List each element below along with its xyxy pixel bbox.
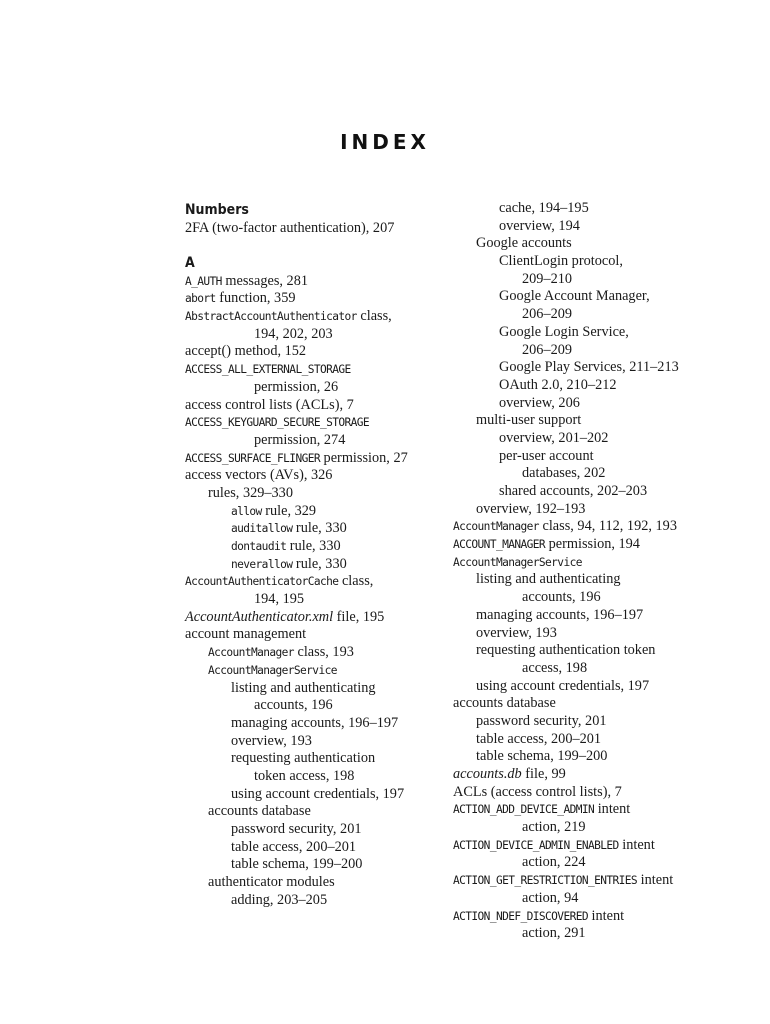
code-term: A_AUTH — [185, 274, 222, 288]
entry-text: managing accounts, 196–197 — [476, 606, 644, 623]
entry-text: permission, 194 — [545, 536, 640, 553]
code-term: ACCESS_ALL_EXTERNAL_STORAGE — [185, 363, 351, 377]
index-entry — [185, 220, 450, 238]
index-entry — [453, 253, 753, 271]
entry-text: databases, 202 — [522, 465, 606, 482]
index-entry — [453, 642, 753, 660]
index-entry — [453, 713, 753, 731]
entry-text: 206–209 — [522, 306, 573, 323]
entry-text: 2FA (two-factor authentication), 207 — [185, 220, 395, 236]
code-term: AccountManager — [453, 520, 539, 534]
index-entry — [185, 750, 450, 768]
index-entry — [185, 520, 450, 538]
entry-text: password security, 201 — [476, 712, 607, 729]
index-entry — [185, 326, 450, 344]
index-entry — [453, 801, 753, 819]
entry-text: 194, 195 — [254, 591, 305, 608]
entry-text: access vectors (AVs), 326 — [185, 467, 333, 484]
entry-text: accounts database — [208, 803, 311, 820]
index-entry — [185, 680, 450, 698]
entry-text: class, — [356, 308, 392, 325]
entry-text: table access, 200–201 — [231, 838, 357, 855]
index-entry — [453, 359, 753, 377]
entry-text: overview, 192–193 — [476, 500, 586, 517]
index-entry — [453, 854, 753, 872]
index-entry — [185, 839, 450, 857]
index-entry — [185, 715, 450, 733]
index-entry — [185, 503, 450, 521]
index-entry — [453, 731, 753, 749]
entry-text: rule, 330 — [292, 555, 347, 572]
entry-text: table schema, 199–200 — [231, 856, 363, 873]
index-entry — [453, 678, 753, 696]
index-entry — [453, 748, 753, 766]
index-entry — [453, 235, 753, 253]
index-entry — [453, 518, 753, 536]
index-entry — [185, 786, 450, 804]
code-term: ACCOUNT_MANAGER — [453, 538, 546, 552]
index-entry — [185, 273, 450, 291]
entry-text: 209–210 — [522, 270, 573, 287]
index-section-heading: A — [185, 254, 195, 271]
entry-text: authenticator modules — [208, 874, 335, 891]
index-entry — [185, 361, 450, 379]
entry-text: overview, 201–202 — [499, 429, 609, 446]
index-entry — [453, 448, 753, 466]
index-entry — [185, 556, 450, 574]
index-entry — [185, 892, 450, 910]
filename-term: AccountAuthenticator.xml — [185, 608, 334, 625]
entry-text: rule, 329 — [261, 502, 317, 519]
entry-text: accounts database — [453, 695, 556, 712]
entry-text: action, 291 — [522, 925, 586, 942]
index-entry — [453, 784, 753, 802]
entry-text: requesting authentication token — [476, 642, 656, 659]
entry-text: action, 94 — [522, 889, 579, 906]
filename-term: accounts.db — [453, 766, 522, 782]
index-entry — [453, 908, 753, 926]
entry-text: rules, 329–330 — [208, 484, 293, 501]
index-entry — [453, 536, 753, 554]
entry-text: action, 224 — [522, 854, 586, 871]
entry-text: table access, 200–201 — [476, 730, 602, 747]
entry-text: per-user account — [499, 447, 594, 464]
index-entry — [453, 925, 753, 943]
index-entry — [453, 695, 753, 713]
entry-text: Google Play Services, 211–213 — [499, 359, 679, 376]
index-entry — [453, 837, 753, 855]
index-entry — [453, 465, 753, 483]
code-term: ACCESS_KEYGUARD_SECURE_STORAGE — [185, 416, 370, 430]
index-entry — [185, 450, 450, 468]
index-entry — [185, 467, 450, 485]
index-entry — [185, 626, 450, 644]
code-term: ACTION_DEVICE_ADMIN_ENABLED — [453, 838, 619, 852]
index-entry — [453, 430, 753, 448]
index-entry — [185, 591, 450, 609]
index-entry — [185, 644, 450, 662]
entry-text: 194, 202, 203 — [254, 325, 333, 342]
entry-text: using account credentials, 197 — [231, 785, 405, 802]
entry-text: ClientLogin protocol, — [499, 253, 623, 270]
index-entry — [453, 324, 753, 342]
entry-text: file, 195 — [333, 608, 385, 625]
index-entry — [453, 890, 753, 908]
entry-text: overview, 194 — [499, 217, 580, 234]
entry-text: intent — [637, 872, 674, 889]
section-gap — [185, 238, 450, 253]
entry-text: intent — [618, 836, 655, 853]
entry-text: class, 94, 112, 192, 193 — [538, 518, 677, 535]
code-term: AccountManagerService — [208, 663, 337, 677]
entry-text: accounts, 196 — [522, 589, 601, 606]
index-entry — [453, 288, 753, 306]
index-entry — [185, 662, 450, 680]
code-term: allow — [231, 504, 262, 518]
index-entry — [453, 342, 753, 360]
entry-text: overview, 206 — [499, 394, 580, 411]
entry-text: multi-user support — [476, 412, 582, 429]
page-title: INDEX — [340, 130, 430, 154]
entry-text: intent — [587, 907, 625, 924]
index-entry — [453, 660, 753, 678]
code-term: AccountAuthenticatorCache — [185, 575, 339, 589]
entry-text: requesting authentication — [231, 750, 376, 767]
index-column-left — [185, 200, 450, 909]
code-term: neverallow — [231, 557, 293, 571]
entry-text: accept() method, 152 — [185, 343, 307, 360]
entry-text: messages, 281 — [221, 272, 308, 289]
index-entry — [185, 697, 450, 715]
index-entry — [453, 625, 753, 643]
entry-text: intent — [594, 801, 631, 818]
entry-text: account management — [185, 626, 307, 643]
entry-text: class, 193 — [293, 644, 354, 661]
index-column-right — [453, 200, 753, 943]
code-term: abort — [185, 292, 216, 306]
index-entry — [185, 609, 450, 627]
index-entry — [185, 379, 450, 397]
entry-text: managing accounts, 196–197 — [231, 714, 399, 731]
index-entry — [453, 571, 753, 589]
entry-text: password security, 201 — [231, 821, 362, 837]
entry-text: permission, 26 — [254, 378, 339, 395]
index-entry — [453, 377, 753, 395]
entry-text: OAuth 2.0, 210–212 — [499, 376, 617, 393]
index-entry — [185, 414, 450, 432]
entry-text: rule, 330 — [286, 538, 341, 554]
index-entry — [185, 803, 450, 821]
entry-text: permission, 27 — [319, 449, 408, 466]
entry-text: Google Account Manager, — [499, 288, 650, 305]
index-entry — [185, 874, 450, 892]
entry-text: adding, 203–205 — [231, 891, 328, 908]
entry-text: 206–209 — [522, 341, 573, 358]
index-entry — [453, 766, 753, 784]
code-term: ACTION_NDEF_DISCOVERED — [453, 909, 588, 923]
index-entry — [453, 306, 753, 324]
entry-text: token access, 198 — [254, 767, 355, 784]
code-term: dontaudit — [231, 540, 287, 553]
index-entry — [453, 589, 753, 607]
index-entry — [453, 554, 753, 572]
entry-text: overview, 193 — [231, 732, 312, 749]
entry-text: action, 219 — [522, 819, 586, 836]
entry-text: listing and authenticating — [231, 679, 376, 696]
entry-text: function, 359 — [215, 290, 296, 307]
entry-text: table schema, 199–200 — [476, 748, 608, 765]
entry-text: listing and authenticating — [476, 571, 621, 588]
entry-text: access control lists (ACLs), 7 — [185, 396, 354, 413]
index-entry — [453, 872, 753, 890]
index-entry — [453, 271, 753, 289]
entry-text: Google accounts — [476, 235, 572, 252]
index-entry — [453, 412, 753, 430]
entry-text: access, 198 — [522, 659, 588, 676]
index-entry — [185, 432, 450, 450]
code-term: AccountManager — [208, 646, 294, 660]
index-entry — [453, 483, 753, 501]
index-entry — [185, 768, 450, 786]
index-entry — [453, 395, 753, 413]
entry-text: rule, 330 — [292, 520, 347, 537]
entry-text: Google Login Service, — [499, 323, 629, 340]
index-entry — [185, 485, 450, 503]
index-entry — [185, 733, 450, 751]
index-entry — [185, 821, 450, 839]
entry-text: class, — [338, 573, 374, 590]
index-entry — [453, 607, 753, 625]
entry-text: ACLs (access control lists), 7 — [453, 783, 622, 800]
index-entry — [185, 538, 450, 556]
code-term: ACTION_GET_RESTRICTION_ENTRIES — [453, 874, 638, 888]
index-entry — [453, 819, 753, 837]
entry-text: using account credentials, 197 — [476, 677, 650, 694]
entry-text: cache, 194–195 — [499, 200, 589, 216]
code-term: auditallow — [231, 522, 293, 536]
entry-text: permission, 274 — [254, 431, 346, 448]
index-entry — [453, 501, 753, 519]
index-section-heading: Numbers — [185, 202, 249, 218]
code-term: AccountManagerService — [453, 555, 582, 569]
code-term: ACTION_ADD_DEVICE_ADMIN — [453, 803, 595, 817]
index-entry — [185, 573, 450, 591]
index-entry — [185, 397, 450, 415]
index-entry — [453, 200, 753, 218]
entry-text: accounts, 196 — [254, 697, 333, 714]
entry-text: overview, 193 — [476, 624, 557, 641]
index-entry — [185, 343, 450, 361]
index-entry — [185, 856, 450, 874]
index-entry — [185, 290, 450, 308]
index-entry — [453, 218, 753, 236]
entry-text: shared accounts, 202–203 — [499, 483, 648, 499]
entry-text: file, 99 — [521, 766, 566, 782]
code-term: AbstractAccountAuthenticator — [185, 310, 357, 324]
code-term: ACCESS_SURFACE_FLINGER — [185, 451, 320, 465]
index-entry — [185, 308, 450, 326]
